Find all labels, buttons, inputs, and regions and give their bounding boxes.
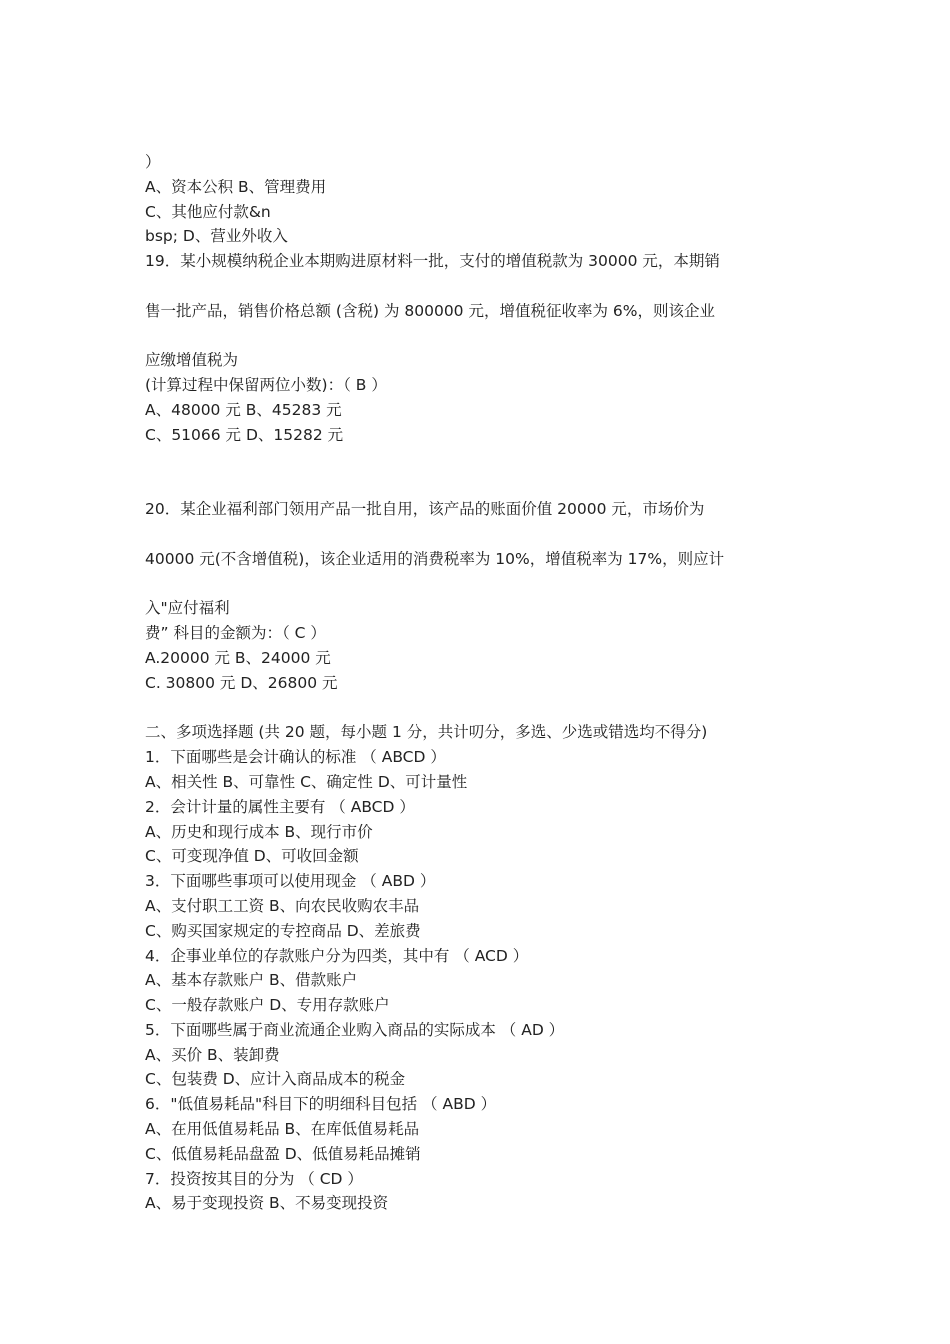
multi-question-7: 7．投资按其目的分为 （ CD ） (145, 1169, 363, 1188)
multi-question-6: 6．"低值易耗品"科目下的明细科目包括 （ ABD ） (145, 1095, 497, 1114)
multi-question-3: 3．下面哪些事项可以使用现金 （ ABD ） (145, 872, 436, 891)
option-line: C、51066 元 D、15282 元 (145, 425, 344, 444)
paragraph-gap (145, 696, 785, 721)
option-line: A、买价 B、装卸费 (145, 1045, 280, 1064)
question-20-line: 入"应付福利 (145, 599, 230, 618)
paragraph-gap (145, 448, 785, 498)
option-line: C、低值易耗品盘盈 D、低值易耗品摊销 (145, 1144, 421, 1163)
multi-question-1: 1．下面哪些是会计确认的标准 （ ABCD ） (145, 748, 446, 767)
question-19-line: 售一批产品，销售价格总额 (含税) 为 800000 元，增值税征收率为 6%，则该企业 (145, 301, 715, 320)
paragraph-gap (145, 324, 785, 349)
question-19-line: 应缴增值税为 (145, 351, 239, 370)
option-line: A.20000 元 B、24000 元 (145, 648, 331, 667)
option-line: C、其他应付款&n (145, 202, 271, 221)
document-page (145, 150, 785, 1216)
option-line: A、易于变现投资 B、不易变现投资 (145, 1194, 389, 1213)
option-line: C、购买国家规定的专控商品 D、差旅费 (145, 921, 421, 940)
option-line: A、历史和现行成本 B、现行市价 (145, 822, 373, 841)
option-line: C、包装费 D、应计入商品成本的税金 (145, 1070, 406, 1089)
option-line: A、48000 元 B、45283 元 (145, 400, 342, 419)
paragraph-gap (145, 522, 785, 547)
question-20-line: 40000 元(不含增值税)，该企业适用的消费税率为 10%，增值税率为 17%，则应计 (145, 549, 725, 568)
option-line: C、一般存款账户 D、专用存款账户 (145, 996, 390, 1015)
text-line: ） (145, 153, 161, 171)
option-line: A、支付职工工资 B、向农民收购农丰品 (145, 896, 420, 915)
option-line: bsp; D、营业外收入 (145, 227, 288, 246)
question-19-answer: (计算过程中保留两位小数)：（ B ） (145, 376, 387, 395)
paragraph-gap (145, 572, 785, 597)
option-line: A、在用低值易耗品 B、在库低值易耗品 (145, 1120, 420, 1139)
question-20-line: 20．某企业福利部门领用产品一批自用，该产品的账面价值 20000 元，市场价为 (145, 500, 705, 519)
option-line: A、相关性 B、可靠性 C、确定性 D、可计量性 (145, 772, 468, 791)
option-line: A、基本存款账户 B、借款账户 (145, 971, 358, 990)
multi-question-4: 4．企事业单位的存款账户分为四类，其中有 （ ACD ） (145, 946, 529, 965)
option-line: A、资本公积 B、管理费用 (145, 177, 327, 196)
multi-question-5: 5．下面哪些属于商业流通企业购入商品的实际成本 （ AD ） (145, 1020, 565, 1039)
option-line: C. 30800 元 D、26800 元 (145, 673, 338, 692)
section-heading: 二、多项选择题 (共 20 题，每小题 1 分，共计叨分，多选、少选或错选均不得分) (145, 723, 708, 742)
question-19-line: 19．某小规模纳税企业本期购进原材料一批，支付的增值税款为 30000 元，本期销 (145, 252, 720, 271)
multi-question-2: 2．会计计量的属性主要有 （ ABCD ） (145, 797, 415, 816)
paragraph-gap (145, 274, 785, 299)
option-line: C、可变现净值 D、可收回金额 (145, 847, 359, 866)
question-20-answer: 费” 科目的金额为：（ C ） (145, 624, 326, 643)
